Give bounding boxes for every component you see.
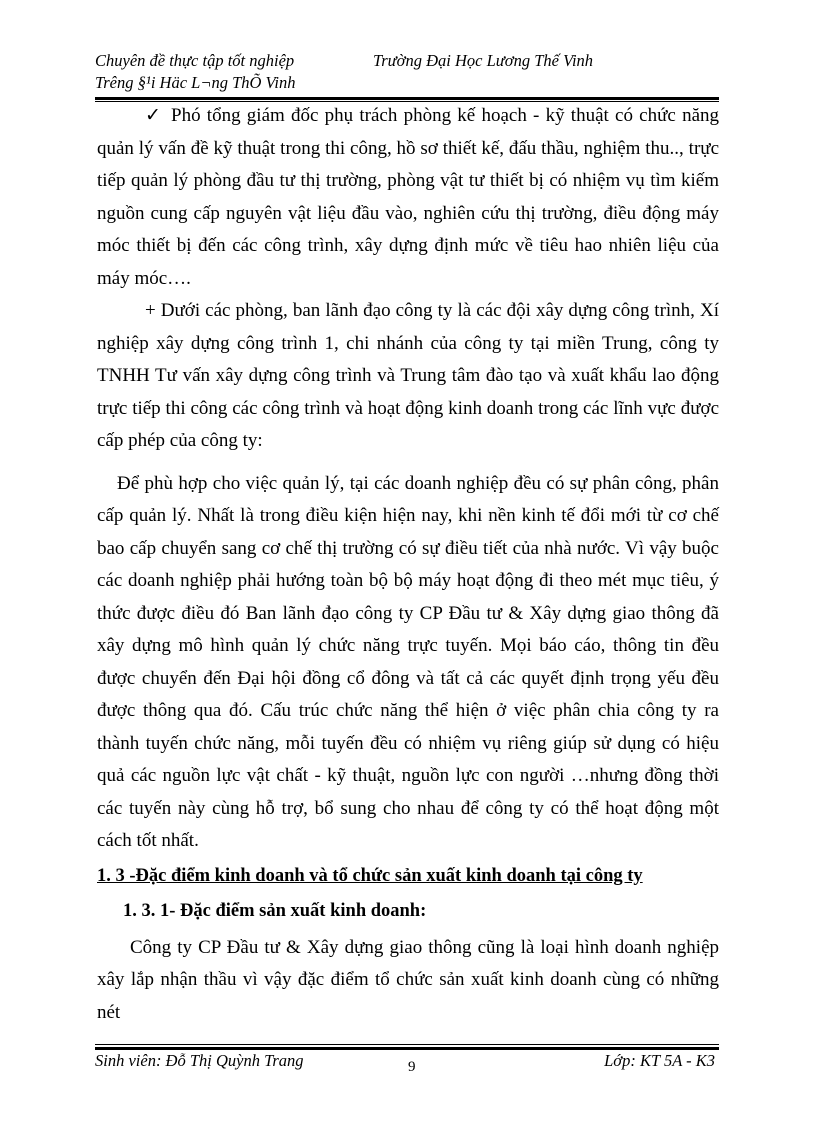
footer-student-name: Sinh viên: Đỗ Thị Quỳnh Trang xyxy=(95,1051,304,1070)
footer-rule-thick xyxy=(95,1047,719,1050)
bullet-paragraph xyxy=(97,100,719,295)
plus-paragraph: + Dưới các phòng, ban lãnh đạo công ty là các đội xây dựng công trình, Xí nghiệp xây dựng công trình 1, chi nhánh của công ty tại miền Trung, công ty TNHH Tư vấn xây dựng công trình và Trung tâm đào tạo và xuất khẩu lao động trực tiếp thi công các công trình và hoạt động kinh doanh trong các lĩnh vực được cấp phép của công ty: xyxy=(97,300,719,451)
footer-rule-thin xyxy=(95,1044,719,1045)
subsection-heading: 1. 3. 1- Đặc điểm sản xuất kinh doanh: xyxy=(123,901,427,921)
header-university-legacy-font: Trêng §¹i Häc L¬ng ThÕ Vinh xyxy=(95,73,296,92)
bullet-text: Phó tổng giám đốc phụ trách phòng kế hoạch - kỹ thuật có chức năng quản lý vấn đề kỹ thuật trong thi công, hồ sơ thiết kế, đấu thầu, nghiệm thu.., trực tiếp quản lý phòng đầu tư thị trường, phòng vật tư thiết bị có nhiệm vụ tìm kiếm nguồn cung cấp nguyên vật liệu đầu vào, nghiên cứu thị trường, điều động máy móc thiết bị đến các công trình, xây dựng định mức về tiêu hao nhiên liệu của máy móc…. xyxy=(97,105,719,289)
body-paragraph-2: Để phù hợp cho việc quản lý, tại các doanh nghiệp đều có sự phân công, phân cấp quản lý. Nhất là trong điều kiện hiện nay, khi nền kinh tế đổi mới từ cơ chế bao cấp chuyển sang cơ chế thị trường có sự điều tiết của nhà nước. Vì vậy buộc các doanh nghiệp phải hướng toàn bộ bộ máy hoạt động đi theo mét mục tiêu, ý thức được điều đó Ban lãnh đạo công ty CP Đầu tư & Xây dựng giao thông đã xây dựng mô hình quản lý chức năng trực tuyến. Mọi báo cáo, thông tin đều được chuyển đến Đại hội đồng cổ đông và tất cả các quyết định trọng yếu đều được thông qua đó. Cấu trúc chức năng thể hiện ở việc phân chia công ty ra thành tuyến chức năng, mỗi tuyến đều có nhiệm vụ riêng giúp sử dụng có hiệu quả các nguồn lực vật chất - kỹ thuật, nguồn lực con người …nhưng đồng thời các tuyến này cùng hỗ trợ, bổ sung cho nhau để công ty có thể hoạt động một cách tốt nhất. xyxy=(97,472,719,851)
section-heading: 1. 3 -Đặc điểm kinh doanh và tổ chức sản xuất kinh doanh tại công ty xyxy=(97,865,643,886)
page-footer xyxy=(95,1051,719,1075)
page-number: 9 xyxy=(408,1059,416,1075)
body-paragraph-3: Công ty CP Đầu tư & Xây dựng giao thông cũng là loại hình doanh nghiệp xây lắp nhận thầu vì vậy đặc điểm tổ chức sản xuất kinh doanh cùng có những nét xyxy=(97,936,719,1023)
checkmark-icon: ✓ xyxy=(145,105,161,126)
header-thesis-title: Chuyên đề thực tập tốt nghiệp xyxy=(95,51,295,70)
footer-class: Lớp: KT 5A - K3 xyxy=(604,1051,715,1070)
page-header xyxy=(95,50,719,94)
page-content xyxy=(97,100,719,1029)
header-university: Trường Đại Học Lương Thế Vinh xyxy=(373,51,594,70)
